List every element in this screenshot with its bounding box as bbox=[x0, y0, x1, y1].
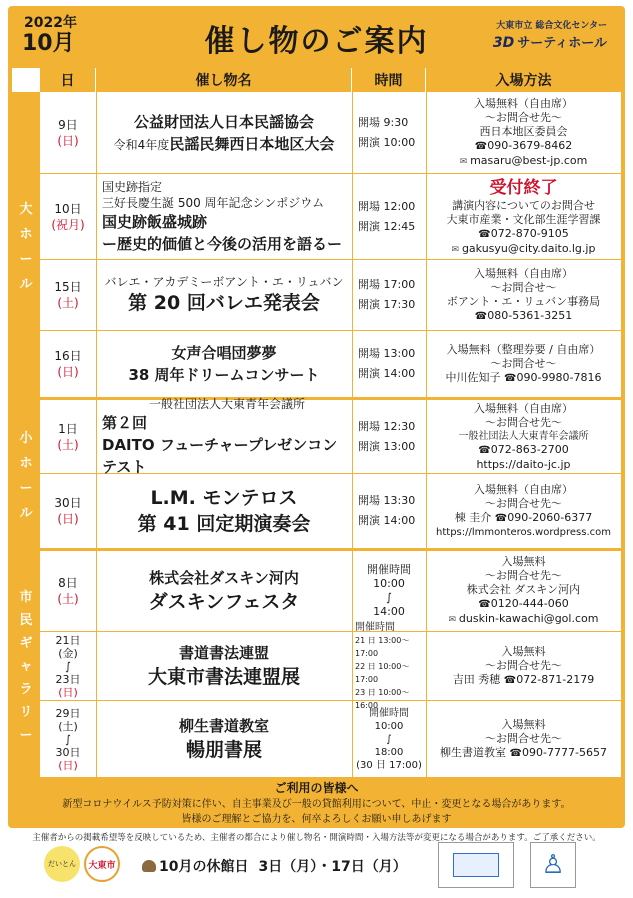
section-label-daihall bbox=[12, 92, 40, 397]
event-time bbox=[352, 701, 426, 777]
admission-type: 入場無料（自由席） bbox=[474, 401, 573, 415]
event-time bbox=[352, 331, 426, 397]
time-open: 開場 9:30 bbox=[358, 115, 409, 129]
closing-days-label: 10月の休館日 bbox=[159, 859, 249, 875]
contact-label: ～お問合せ先～ bbox=[485, 110, 562, 124]
bullet-icon bbox=[142, 860, 156, 872]
mascot-text: だいとん bbox=[48, 860, 76, 868]
section-char: ホ bbox=[19, 226, 33, 242]
contact-phone[interactable]: ☎ 072-871-2179 bbox=[504, 673, 594, 686]
event-subtitle: 国史跡指定 bbox=[102, 179, 163, 194]
header-year: 2022年 bbox=[24, 15, 77, 31]
events-table bbox=[12, 68, 621, 777]
date-day: 29日 bbox=[55, 706, 81, 720]
event-time bbox=[352, 260, 426, 330]
event-organizer: L.M. モンテロス bbox=[150, 487, 298, 509]
contact-email[interactable]: ✉ masaru@best-jp.com bbox=[460, 154, 588, 169]
row-date bbox=[40, 92, 96, 173]
admission-info bbox=[426, 260, 621, 330]
notice-title: ご利用の皆様へ bbox=[274, 781, 359, 795]
contact-phone[interactable]: ☎ 080-5361-3251 bbox=[475, 309, 572, 324]
contact-label: ～お問合せ先～ bbox=[485, 415, 562, 429]
contact-phone[interactable]: ☎ 072-863-2700 bbox=[478, 443, 568, 458]
badge-graphic bbox=[453, 853, 499, 877]
admission-type: 入場無料（自由席） bbox=[474, 266, 573, 280]
section-char: ル bbox=[19, 276, 33, 292]
contact-name: 棟 圭介 bbox=[454, 511, 492, 524]
time-start: 開演 14:00 bbox=[358, 367, 416, 380]
date-day: 10日 bbox=[54, 201, 82, 216]
hall-name-text: サーティホール bbox=[517, 36, 607, 51]
date-weekday: (祝月) bbox=[51, 217, 85, 232]
contact-website-link[interactable]: https://lmmonteros.wordpress.com bbox=[436, 527, 611, 538]
contact-phone[interactable]: ☎ 0120-444-060 bbox=[478, 597, 568, 612]
row-date bbox=[40, 551, 96, 631]
event-name bbox=[96, 551, 352, 631]
contact-name: 一般社団法人大東青年会議所 bbox=[458, 430, 589, 442]
date-range-mark: ∫ bbox=[65, 659, 71, 673]
row-date bbox=[40, 400, 96, 473]
admission-info bbox=[426, 701, 621, 777]
date-day: 9日 bbox=[58, 117, 78, 132]
event-title: 大東市書法連盟展 bbox=[147, 666, 300, 688]
admission-type: 入場無料（自由席） bbox=[474, 96, 573, 110]
human-rights-logo-icon bbox=[530, 842, 576, 888]
contact-name: 株式会社 ダスキン河内 bbox=[466, 583, 581, 596]
disclaimer-text: 主催者からの掲載希望等を反映しているため、主催者の都合により催し物名・開演時間・入場方法等が変更になる場合があります。ご了承ください。 bbox=[32, 833, 601, 843]
section-char: ラ bbox=[19, 681, 33, 697]
contact-label: ～お問合せ先～ bbox=[485, 731, 562, 745]
time-start: 10:00 bbox=[374, 720, 404, 732]
time-open: 開場 12:30 bbox=[358, 419, 416, 433]
time-label: 開催時間 bbox=[369, 707, 409, 719]
admission-type: 入場無料 bbox=[501, 644, 546, 658]
time-end: 14:00 bbox=[373, 605, 405, 618]
time-start: 開演 13:00 bbox=[358, 439, 416, 453]
time-range-mark: ∫ bbox=[386, 733, 392, 745]
admission-type: 入場無料 bbox=[501, 717, 546, 731]
time-end: 18:00 bbox=[374, 746, 404, 758]
section-char: ー bbox=[19, 251, 33, 267]
event-name bbox=[96, 632, 352, 700]
time-start: 開演 10:00 bbox=[358, 135, 416, 149]
header-month: 10月 bbox=[22, 31, 75, 56]
event-title: 国史跡飯盛城跡 bbox=[102, 212, 208, 231]
seal-text: 大東市 bbox=[88, 860, 116, 871]
event-name bbox=[96, 331, 352, 397]
contact-label: ～お問合せ～ bbox=[490, 356, 557, 370]
event-time bbox=[352, 621, 426, 710]
notice-body bbox=[0, 797, 633, 827]
column-header-event: 催し物名 bbox=[96, 68, 352, 92]
time-label: 開催時間 bbox=[367, 563, 411, 576]
event-time bbox=[352, 92, 426, 173]
column-header-time: 時間 bbox=[352, 68, 426, 92]
date-weekday: (日) bbox=[57, 365, 79, 379]
column-header-date: 日 bbox=[40, 68, 96, 92]
closing-days bbox=[142, 856, 407, 876]
contact-phone[interactable]: ☎ 090-2060-6377 bbox=[495, 511, 592, 524]
event-name bbox=[96, 396, 352, 476]
event-organizer: 女声合唱団夢夢 bbox=[171, 344, 277, 362]
section-char: ギ bbox=[19, 635, 33, 651]
time-start: 開演 14:00 bbox=[358, 514, 416, 527]
contact-name: 西日本地区委員会 bbox=[479, 124, 568, 138]
hall-logo-icon: 3D bbox=[492, 35, 515, 51]
row-date bbox=[40, 701, 96, 777]
event-title: 38 周年ドリームコンサート bbox=[128, 366, 320, 384]
date-day: 8日 bbox=[58, 576, 78, 590]
page-title: 催し物のご案内 bbox=[204, 24, 429, 59]
event-subtitle: 三好長慶生誕 500 周年記念シンポジウム bbox=[102, 195, 325, 210]
section-char: リ bbox=[19, 704, 33, 720]
contact-name: 中川佐知子 bbox=[445, 370, 501, 384]
section-char: 大 bbox=[19, 201, 33, 217]
date-weekday: (日) bbox=[57, 512, 79, 526]
admission-info bbox=[426, 174, 621, 259]
section-char: ー bbox=[19, 727, 33, 743]
contact-label: 講演内容についてのお問合せ bbox=[452, 198, 595, 212]
contact-label: ～お問合せ～ bbox=[490, 280, 557, 294]
event-time bbox=[352, 400, 426, 473]
event-title: 第 41 回定期演奏会 bbox=[137, 513, 311, 535]
event-organizer: 公益財団法人日本民謡協会 bbox=[133, 112, 314, 131]
contact-name: 吉田 秀穂 bbox=[452, 672, 501, 686]
event-time bbox=[352, 174, 426, 259]
time-open: 開場 13:00 bbox=[358, 347, 416, 360]
event-organizer: 柳生書道教室 bbox=[178, 717, 269, 735]
event-organizer: 書道書法連盟 bbox=[178, 644, 269, 662]
row-date bbox=[40, 474, 96, 548]
header-hall-name bbox=[493, 32, 607, 51]
people-icon: ♙ bbox=[541, 850, 565, 880]
date-day: 1日 bbox=[58, 421, 78, 436]
mascot-logo-icon bbox=[44, 846, 80, 882]
date-weekday: (金) bbox=[58, 646, 78, 660]
time-open: 開場 12:00 bbox=[358, 199, 416, 213]
admission-info bbox=[426, 474, 621, 548]
date-weekday: (土) bbox=[57, 437, 79, 452]
contact-label: ～お問合せ先～ bbox=[485, 497, 562, 510]
event-subtitle: 第２回 bbox=[102, 413, 148, 432]
date-weekday: (日) bbox=[58, 758, 78, 772]
section-char: ー bbox=[19, 481, 33, 496]
event-name bbox=[96, 701, 352, 777]
section-char: 市 bbox=[19, 589, 33, 605]
event-name bbox=[96, 92, 352, 173]
event-title: 第 20 回バレエ発表会 bbox=[128, 292, 320, 314]
time-range-mark: ∫ bbox=[386, 591, 392, 604]
contact-email[interactable]: ✉ duskin-kawachi@gol.com bbox=[449, 612, 599, 627]
date-weekday: (土) bbox=[58, 719, 78, 733]
admission-type: 入場無料（整理券要 / 自由席） bbox=[446, 342, 601, 356]
event-title: DAITO フューチャープレゼンコンテスト bbox=[102, 435, 338, 476]
city-seal-icon bbox=[84, 846, 120, 882]
contact-phone[interactable]: ☎ 090-7777-5657 bbox=[510, 746, 607, 759]
section-char: ホ bbox=[19, 456, 33, 471]
admission-info bbox=[426, 331, 621, 397]
event-name bbox=[96, 474, 352, 548]
time-open: 開場 13:30 bbox=[358, 494, 416, 507]
section-label-gallery bbox=[12, 551, 40, 777]
row-date bbox=[40, 632, 96, 700]
date-day: 21日 bbox=[55, 633, 81, 647]
section-char: ル bbox=[19, 506, 33, 521]
contact-name: 柳生書道教室 bbox=[440, 745, 507, 759]
contact-name: 大東市産業・文化部生涯学習課 bbox=[446, 212, 601, 226]
event-organizer: バレエ・アカデミーボアント・エ・リュバン bbox=[104, 275, 344, 289]
section-char: ャ bbox=[19, 658, 33, 674]
date-weekday: (土) bbox=[57, 296, 79, 310]
event-time bbox=[352, 474, 426, 548]
certification-badge-icon bbox=[438, 842, 514, 888]
row-date bbox=[40, 260, 96, 330]
date-range-mark: ∫ bbox=[65, 732, 71, 746]
time-slot: 23 日 10:00〜16:00 bbox=[355, 687, 410, 710]
notice-line: 皆様のご理解とご協力を、何卒よろしくお願い申しあげます bbox=[181, 814, 452, 825]
contact-label: ～お問合せ先～ bbox=[485, 658, 562, 672]
admission-type: 入場無料 bbox=[501, 555, 546, 568]
header-organization: 大東市立 総合文化センター bbox=[496, 21, 607, 31]
event-time bbox=[352, 551, 426, 631]
time-slot: 22 日 10:00〜17:00 bbox=[355, 661, 410, 684]
event-organizer: 株式会社ダスキン河内 bbox=[149, 569, 299, 587]
contact-name: ボアント・エ・リュバン事務局 bbox=[446, 294, 601, 308]
admission-type: 入場無料（自由席） bbox=[474, 483, 573, 496]
admission-info bbox=[426, 400, 621, 473]
section-char: 民 bbox=[19, 612, 33, 628]
contact-phone[interactable]: ☎ 090-9980-7816 bbox=[504, 371, 601, 384]
time-start: 開演 12:45 bbox=[358, 219, 416, 233]
event-title: 暢朋書展 bbox=[185, 739, 262, 761]
notice-line: 新型コロナウイルス予防対策に伴い、自主事業及び一般の貸館利用について、中止・変更となる場合があります。 bbox=[62, 799, 571, 810]
date-day: 30日 bbox=[55, 745, 81, 759]
date-weekday: (日) bbox=[57, 133, 79, 148]
event-name bbox=[96, 260, 352, 330]
date-weekday: (土) bbox=[57, 592, 79, 606]
admission-info bbox=[426, 632, 621, 700]
time-note: (30 日 17:00) bbox=[356, 759, 422, 771]
time-start: 開演 17:30 bbox=[358, 298, 416, 311]
contact-email[interactable]: ✉ gakusyu@city.daito.lg.jp bbox=[452, 242, 596, 257]
admission-info bbox=[426, 92, 621, 173]
date-day: 15日 bbox=[54, 280, 82, 294]
admission-info bbox=[426, 551, 621, 631]
contact-website-link[interactable]: https://daito-jc.jp bbox=[476, 457, 571, 471]
time-label: 開催時間 bbox=[355, 621, 395, 633]
event-subtitle: 令和4年度 bbox=[113, 137, 170, 152]
row-date bbox=[40, 174, 96, 259]
section-label-shohall bbox=[12, 400, 40, 548]
date-day: 23日 bbox=[55, 672, 81, 686]
closing-days-dates: 3日（月）・17日（月） bbox=[258, 859, 407, 875]
event-name bbox=[96, 174, 352, 259]
time-slot: 21 日 13:00〜17:00 bbox=[355, 635, 410, 658]
contact-label: ～お問合せ先～ bbox=[485, 569, 562, 582]
section-char: 小 bbox=[19, 431, 33, 446]
date-day: 30日 bbox=[54, 496, 82, 510]
reception-closed-label: 受付終了 bbox=[489, 177, 558, 198]
event-title: ダスキンフェスタ bbox=[148, 591, 300, 613]
event-title: ー歴史的価値と今後の活用を語るー bbox=[102, 234, 343, 253]
column-header-admission: 入場方法 bbox=[426, 68, 621, 92]
row-date bbox=[40, 331, 96, 397]
event-title: 民謡民舞西日本地区大会 bbox=[169, 134, 335, 153]
contact-phone[interactable]: ☎ 072-870-9105 bbox=[478, 227, 568, 242]
time-start: 10:00 bbox=[373, 577, 405, 590]
date-weekday: (日) bbox=[58, 685, 78, 699]
contact-phone[interactable]: ☎ 090-3679-8462 bbox=[475, 139, 572, 154]
event-organizer: 一般社団法人大東青年会議所 bbox=[148, 396, 305, 411]
date-day: 16日 bbox=[54, 349, 82, 363]
time-open: 開場 17:00 bbox=[358, 278, 416, 291]
